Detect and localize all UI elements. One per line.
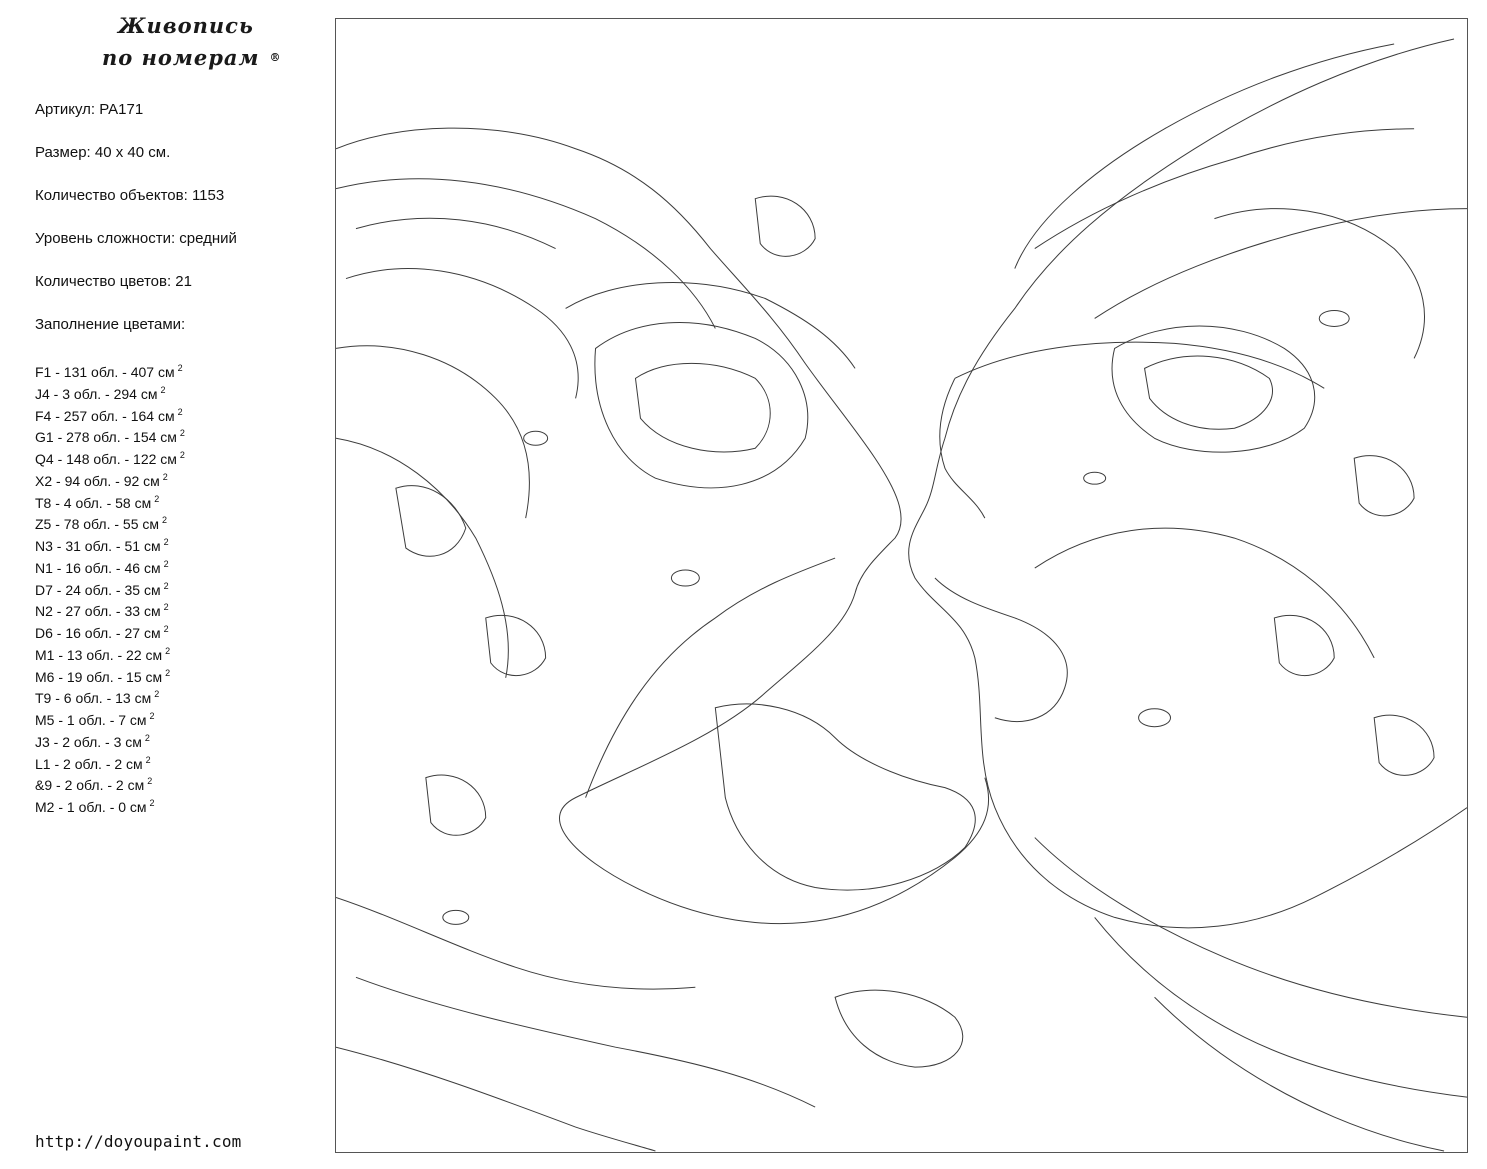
brand-title-line1: Живопись: [118, 13, 254, 38]
detail-spot-3: [524, 431, 548, 445]
color-row-text: D6 - 16 обл. - 27 см: [35, 625, 161, 641]
left-hair-strand-2: [346, 269, 578, 399]
color-row-unit-sup: 2: [147, 776, 153, 787]
color-row-text: T9 - 6 обл. - 13 см: [35, 690, 152, 707]
color-row: [35, 771, 185, 793]
left-hair-strand-4: [336, 438, 508, 678]
detail-spot-5: [1084, 472, 1106, 484]
website-link[interactable]: http://doyoupaint.com: [35, 1132, 242, 1151]
color-row: [35, 728, 185, 750]
right-eye-outline: [1112, 326, 1315, 452]
brand-title-line2-text: по номерам: [102, 45, 260, 70]
color-row-text: L1 - 2 обл. - 2 см: [35, 755, 143, 772]
colors-count: Количество цветов: 21: [35, 273, 192, 290]
color-row-text: &9 - 2 обл. - 2 см: [35, 777, 145, 794]
line-art-outline: [336, 19, 1467, 1152]
right-hair-strand-1: [1035, 129, 1414, 249]
objects-count: Количество объектов: 1153: [35, 187, 225, 204]
color-row-text: D7 - 24 обл. - 35 см: [35, 581, 161, 598]
color-row-unit-sup: 2: [179, 428, 185, 439]
color-row-text: M6 - 19 обл. - 15 см: [35, 668, 163, 685]
color-row: [35, 510, 185, 532]
color-row-unit-sup: 2: [154, 689, 160, 700]
left-jaw-2: [356, 977, 815, 1107]
left-lips: [715, 704, 975, 890]
color-row-text: G1 - 278 обл. - 154 см: [35, 429, 177, 446]
color-row-unit-sup: 2: [165, 667, 171, 678]
color-row-text: M1 - 13 обл. - 22 см: [35, 646, 163, 663]
color-row: [35, 489, 185, 511]
color-row-text: J4 - 3 обл. - 294 см: [35, 385, 158, 402]
left-hair-top: [336, 179, 715, 329]
detail-spot-4: [1319, 310, 1349, 326]
right-neck-2: [1095, 917, 1467, 1097]
color-row-unit-sup: 2: [162, 471, 168, 482]
detail-spot-6: [443, 910, 469, 924]
right-face-outline: [909, 39, 1467, 928]
color-row-unit-sup: 2: [163, 580, 169, 591]
color-row-text: N2 - 27 обл. - 33 см: [35, 603, 161, 620]
color-row-unit-sup: 2: [154, 493, 160, 504]
difficulty-level: Уровень сложности: средний: [35, 230, 237, 247]
color-row: [35, 445, 185, 467]
color-row-unit-sup: 2: [177, 406, 183, 417]
right-hair-strand-2: [1095, 209, 1467, 319]
right-brow: [955, 342, 1324, 388]
left-jaw-1: [336, 897, 695, 989]
color-row-unit-sup: 2: [177, 363, 183, 373]
color-row-text: M5 - 1 обл. - 7 см: [35, 712, 147, 728]
color-row-unit-sup: 2: [165, 645, 171, 656]
color-row-unit-sup: 2: [163, 537, 169, 547]
color-row: [35, 380, 185, 402]
color-row: [35, 402, 185, 424]
color-row-unit-sup: 2: [149, 711, 155, 721]
color-row-text: N1 - 16 обл. - 46 см: [35, 559, 161, 576]
left-eye-inner: [635, 363, 770, 452]
right-cheek: [1035, 528, 1374, 658]
detail-region-2: [486, 615, 546, 675]
color-row-text: Z5 - 78 обл. - 55 см: [35, 516, 160, 533]
detail-region-6: [1374, 715, 1434, 775]
right-ear: [1214, 209, 1424, 359]
color-row-text: F4 - 257 обл. - 164 см: [35, 407, 175, 424]
left-face-outline: [336, 128, 989, 923]
color-row: [35, 684, 185, 706]
color-row-unit-sup: 2: [163, 602, 169, 613]
detail-region-5: [755, 196, 815, 256]
color-row-unit-sup: 2: [145, 754, 151, 765]
left-hair-strand-3: [336, 346, 529, 518]
left-cheek-outline: [586, 558, 836, 798]
detail-spot-2: [1139, 709, 1171, 727]
left-hair-strand-1: [356, 218, 556, 248]
color-row-text: M2 - 1 обл. - 0 см: [35, 799, 147, 815]
brand-logo: [96, 10, 296, 74]
color-row: [35, 358, 185, 380]
color-row: [35, 576, 185, 598]
color-row-unit-sup: 2: [149, 798, 155, 808]
color-row-unit-sup: 2: [162, 515, 168, 526]
fill-heading: Заполнение цветами:: [35, 316, 186, 333]
detail-region-8: [835, 990, 963, 1067]
detail-spot-1: [671, 570, 699, 586]
color-row: [35, 467, 185, 489]
color-fill-list: [35, 358, 185, 815]
product-info: [35, 99, 237, 357]
canvas-size: Размер: 40 х 40 см.: [35, 144, 171, 161]
color-row-text: F1 - 131 обл. - 407 см: [35, 364, 175, 380]
left-eye-outline: [595, 322, 808, 487]
right-hair-top: [1015, 44, 1394, 269]
color-row-unit-sup: 2: [163, 558, 169, 569]
painting-canvas: [335, 18, 1468, 1153]
color-row: [35, 423, 185, 445]
color-row-unit-sup: 2: [163, 624, 169, 634]
color-row: [35, 554, 185, 576]
color-row: [35, 597, 185, 619]
color-row-text: X2 - 94 обл. - 92 см: [35, 472, 160, 489]
color-row-text: J3 - 2 обл. - 3 см: [35, 733, 142, 750]
color-row-unit-sup: 2: [144, 732, 150, 743]
color-row: [35, 619, 185, 641]
color-row: [35, 532, 185, 554]
color-row: [35, 793, 185, 815]
color-row-text: N3 - 31 обл. - 51 см: [35, 538, 161, 554]
color-row: [35, 641, 185, 663]
color-row-unit-sup: 2: [179, 450, 185, 460]
color-row-text: Q4 - 148 обл. - 122 см: [35, 451, 177, 467]
right-lips: [935, 578, 1067, 721]
right-eye-inner: [1145, 356, 1273, 429]
right-nose: [940, 378, 985, 518]
detail-region-4: [1354, 456, 1414, 516]
detail-region-7: [426, 775, 486, 835]
detail-region-3: [1274, 615, 1334, 675]
article-number: Артикул: PA171: [35, 101, 144, 118]
detail-region-1: [396, 486, 466, 557]
right-neck-3: [1155, 997, 1444, 1151]
color-row: [35, 750, 185, 772]
right-neck-1: [1035, 838, 1467, 1018]
color-row: [35, 706, 185, 728]
brand-title-line2: [96, 42, 296, 74]
color-row-text: T8 - 4 обл. - 58 см: [35, 494, 152, 511]
left-jaw-3: [336, 1047, 655, 1151]
color-row: [35, 663, 185, 685]
registered-mark: ®: [269, 51, 282, 64]
color-row-unit-sup: 2: [160, 384, 166, 395]
